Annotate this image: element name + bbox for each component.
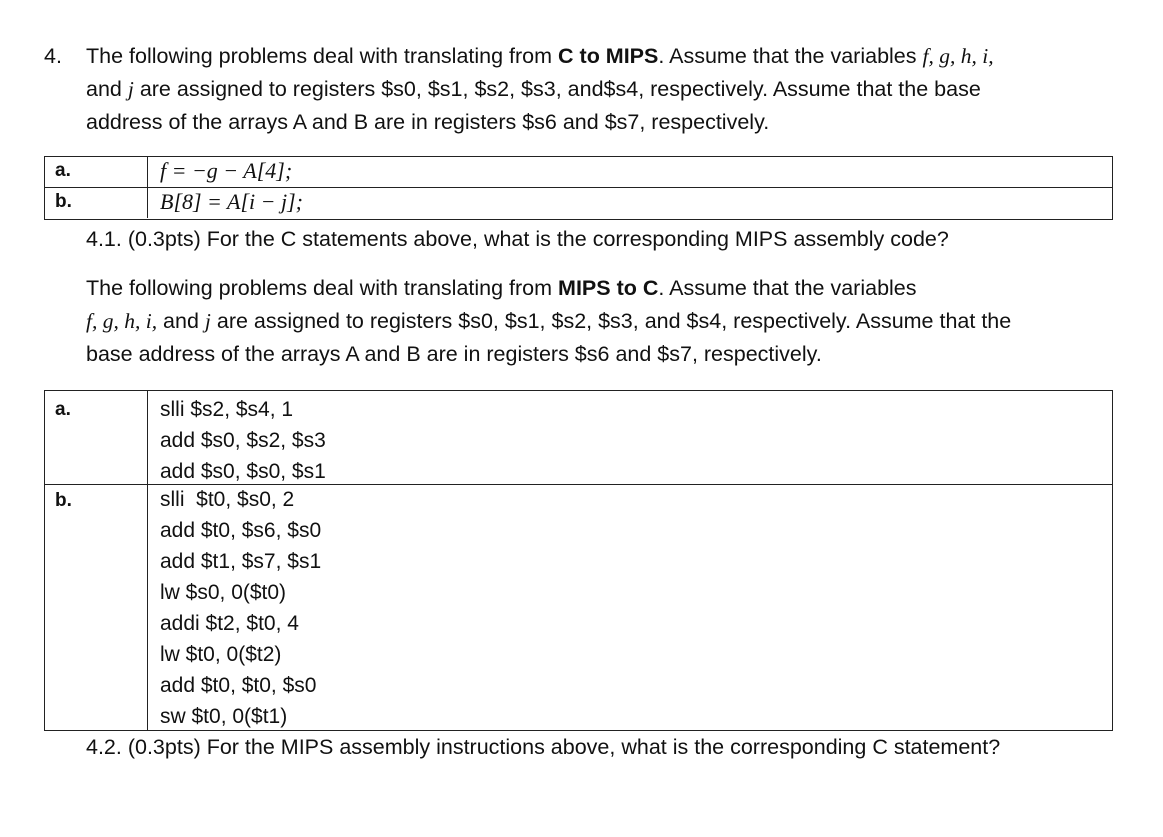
mips-to-c-emphasis: MIPS to C [558,276,659,300]
problem-number: 4. [44,44,62,68]
c-statement: f = −g − A[4]; [160,158,293,183]
code-line: slli $s2, $s4, 1 [160,398,294,421]
question-4-2: 4.2. (0.3pts) For the MIPS assembly instructions above, what is the corresponding C statement? [86,735,1001,759]
intro-line-1: The following problems deal with translating from C to MIPS. Assume that the variables f, g, h, i, [86,44,994,68]
mips-code-table [44,390,1113,731]
table-cell [147,391,1112,484]
question-4-1: 4.1. (0.3pts) For the C statements above, what is the corresponding MIPS assembly code? [86,227,949,251]
c-statements-table [44,156,1113,220]
code-line: lw $t0, 0($t2) [160,643,282,666]
table-cell [147,485,1112,730]
code-line: lw $s0, 0($t0) [160,581,287,604]
intro-line-2: and j are assigned to registers $s0, $s1, $s2, $s3, and$s4, respectively. Assume that the base [86,77,981,101]
table-row [45,188,1112,218]
table-row [45,485,1112,730]
c-statement: B[8] = A[i − j]; [160,189,303,214]
code-line: add $t0, $t0, $s0 [160,674,317,697]
code-line: addi $t2, $t0, 4 [160,612,299,635]
intro-line-3: base address of the arrays A and B are in registers $s6 and $s7, respectively. [86,342,822,366]
intro-line-1: The following problems deal with translating from MIPS to C. Assume that the variables [86,276,917,300]
variables-list: f, g, h, i, [86,309,158,333]
variables-list: f, g, h, i, [922,44,994,68]
row-label: a. [55,160,71,181]
intro-mips-to-c [86,272,1126,371]
table-row [45,391,1112,485]
code-line: add $t0, $s6, $s0 [160,519,322,542]
c-to-mips-emphasis: C to MIPS [558,44,659,68]
mips-code-block [160,394,326,487]
code-line: add $s0, $s2, $s3 [160,429,326,452]
table-cell [147,188,1112,218]
row-label: a. [55,399,71,420]
code-line: add $t1, $s7, $s1 [160,550,322,573]
table-row [45,157,1112,188]
code-line: sw $t0, 0($t1) [160,705,288,728]
mips-code-block [160,484,321,732]
code-line: add $s0, $s0, $s1 [160,460,326,483]
table-cell [147,157,1112,187]
intro-line-3: address of the arrays A and B are in registers $s6 and $s7, respectively. [86,110,770,134]
intro-c-to-mips [86,40,1126,139]
intro-line-2: f, g, h, i, and j are assigned to registers $s0, $s1, $s2, $s3, and $s4, respectively. Assume that the [86,309,1012,333]
row-label: b. [55,490,72,511]
row-label: b. [55,191,72,212]
code-line: slli $t0, $s0, 2 [160,488,295,511]
